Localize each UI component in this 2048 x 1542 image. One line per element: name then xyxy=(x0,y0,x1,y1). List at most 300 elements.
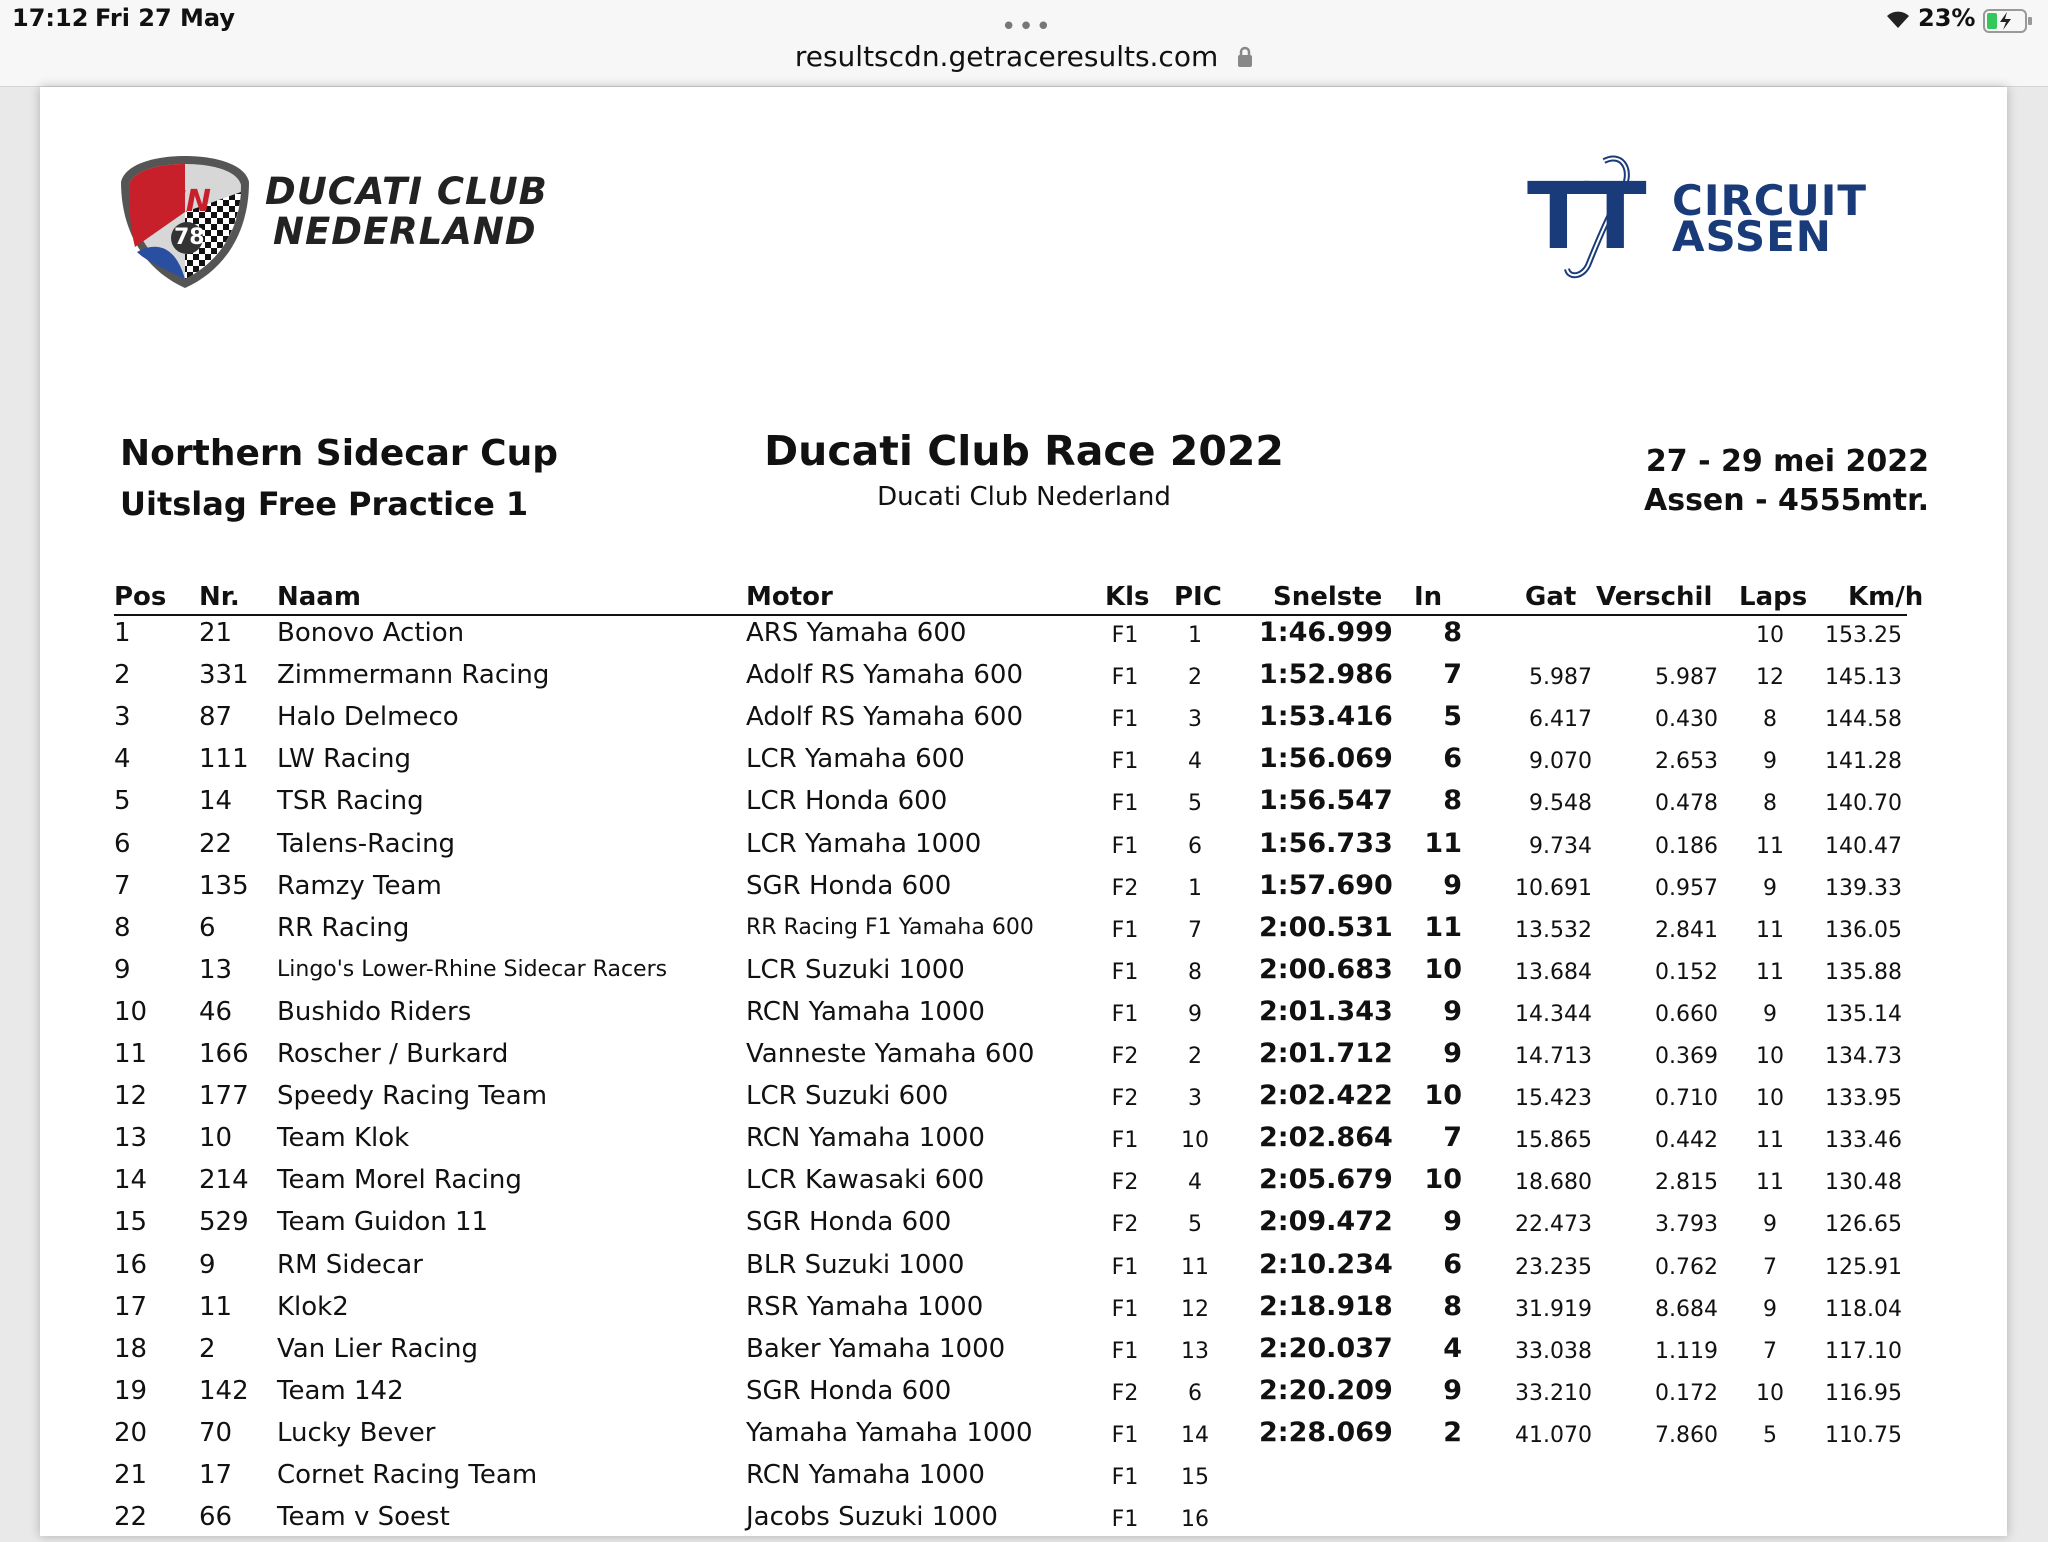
cell-diff: 7.860 xyxy=(1655,1422,1718,1448)
cell-nr: 166 xyxy=(199,1039,249,1069)
cell-best: 2:00.683 xyxy=(1259,953,1393,985)
cell-pos: 19 xyxy=(114,1375,148,1406)
cell-gap: 5.987 xyxy=(1529,665,1592,691)
cell-kmh: 118.04 xyxy=(1825,1296,1902,1322)
cell-in: 11 xyxy=(1424,827,1462,859)
cell-kmh: 130.48 xyxy=(1825,1170,1902,1196)
cell-laps: 8 xyxy=(1763,791,1777,817)
table-row xyxy=(40,1458,2007,1500)
cell-laps: 9 xyxy=(1763,1296,1777,1322)
cell-nr: 135 xyxy=(199,870,249,901)
header-kmh: Km/h xyxy=(1848,582,1924,612)
cell-diff: 0.710 xyxy=(1655,1086,1718,1112)
cell-pic: 15 xyxy=(1181,1465,1209,1490)
cell-pos: 17 xyxy=(114,1291,148,1322)
cell-name: RM Sidecar xyxy=(277,1249,423,1280)
cell-in: 7 xyxy=(1443,659,1462,691)
header-in: In xyxy=(1414,582,1443,612)
cell-name: Ramzy Team xyxy=(277,870,442,901)
cell-nr: 66 xyxy=(199,1502,233,1533)
header-nr: Nr. xyxy=(199,582,240,612)
cell-motor: RSR Yamaha 1000 xyxy=(746,1291,984,1322)
cell-kls: F2 xyxy=(1111,875,1139,901)
cell-pic: 3 xyxy=(1188,707,1202,733)
cell-diff: 0.186 xyxy=(1655,833,1718,859)
cell-pic: 7 xyxy=(1188,917,1202,943)
cell-in: 2 xyxy=(1443,1416,1462,1448)
table-row xyxy=(40,1205,2007,1247)
cell-motor: LCR Kawasaki 600 xyxy=(746,1165,985,1196)
cell-gap: 9.070 xyxy=(1529,749,1592,775)
cell-pos: 1 xyxy=(114,618,131,648)
cell-kls: F1 xyxy=(1111,1422,1139,1448)
tt-badge-text: TT xyxy=(1527,163,1639,270)
table-row xyxy=(40,1079,2007,1121)
cell-diff: 8.684 xyxy=(1655,1296,1718,1322)
cell-name: Team v Soest xyxy=(277,1502,450,1533)
header-diff: Verschil xyxy=(1596,582,1713,612)
cell-gap: 9.734 xyxy=(1529,833,1592,859)
cell-name: RR Racing xyxy=(277,912,410,943)
cell-kls: F1 xyxy=(1111,1254,1139,1280)
table-row xyxy=(40,1290,2007,1332)
cell-in: 6 xyxy=(1443,743,1462,775)
cell-kmh: 140.70 xyxy=(1825,791,1902,817)
cell-nr: 21 xyxy=(199,618,233,648)
cell-gap: 13.532 xyxy=(1515,917,1592,943)
cell-in: 9 xyxy=(1443,1374,1462,1406)
cell-diff: 0.369 xyxy=(1655,1044,1718,1069)
cell-motor: RCN Yamaha 1000 xyxy=(746,1460,985,1490)
cell-pic: 10 xyxy=(1181,1128,1209,1154)
cell-in: 8 xyxy=(1443,617,1462,648)
cell-kls: F2 xyxy=(1111,1044,1139,1069)
cell-nr: 22 xyxy=(199,828,233,859)
cell-pic: 12 xyxy=(1181,1296,1209,1322)
wifi-icon xyxy=(1884,8,1912,34)
cell-motor: Baker Yamaha 1000 xyxy=(746,1333,1006,1364)
cell-nr: 9 xyxy=(199,1249,216,1280)
cell-in: 9 xyxy=(1443,1038,1462,1069)
cell-nr: 14 xyxy=(199,786,233,817)
table-row xyxy=(40,742,2007,784)
cell-nr: 11 xyxy=(199,1291,233,1322)
cell-pos: 11 xyxy=(114,1039,148,1069)
cell-pos: 3 xyxy=(114,702,131,733)
cell-motor: RCN Yamaha 1000 xyxy=(746,1123,985,1154)
cell-name: Talens-Racing xyxy=(277,828,456,859)
cell-pos: 21 xyxy=(114,1460,148,1490)
cell-diff: 0.172 xyxy=(1655,1380,1718,1406)
cell-in: 11 xyxy=(1424,911,1462,943)
cell-laps: 9 xyxy=(1763,1001,1777,1027)
cell-best: 2:18.918 xyxy=(1259,1290,1393,1322)
cell-motor: SGR Honda 600 xyxy=(746,1207,952,1238)
cell-kls: F1 xyxy=(1111,749,1139,775)
cell-gap: 10.691 xyxy=(1515,875,1592,901)
cell-gap: 33.038 xyxy=(1515,1338,1592,1364)
class-name: Northern Sidecar Cup xyxy=(120,433,558,474)
cell-best: 2:28.069 xyxy=(1259,1416,1393,1448)
cell-motor: LCR Suzuki 1000 xyxy=(746,954,965,985)
cell-diff: 0.152 xyxy=(1655,959,1718,985)
cell-kmh: 144.58 xyxy=(1825,707,1902,733)
cell-kmh: 110.75 xyxy=(1825,1422,1902,1448)
cell-gap: 18.680 xyxy=(1515,1170,1592,1196)
cell-laps: 11 xyxy=(1756,833,1784,859)
cell-nr: 331 xyxy=(199,660,249,691)
cell-pos: 16 xyxy=(114,1249,148,1280)
cell-kls: F1 xyxy=(1111,1507,1139,1533)
header-pic: PIC xyxy=(1174,582,1222,612)
address-bar[interactable] xyxy=(0,40,2048,75)
cell-kls: F1 xyxy=(1111,791,1139,817)
cell-pic: 13 xyxy=(1181,1338,1209,1364)
status-bar xyxy=(0,0,2048,87)
ducati-club-wordmark xyxy=(265,172,548,252)
cell-pic: 16 xyxy=(1181,1507,1209,1533)
table-row xyxy=(40,1037,2007,1079)
cell-best: 2:01.712 xyxy=(1259,1038,1393,1069)
cell-kmh: 133.95 xyxy=(1825,1086,1902,1112)
dcn-badge-text: DCN xyxy=(139,184,212,219)
cell-name: Roscher / Burkard xyxy=(277,1039,509,1069)
cell-kmh: 139.33 xyxy=(1825,875,1902,901)
cell-in: 10 xyxy=(1424,1080,1462,1112)
cell-kmh: 145.13 xyxy=(1825,665,1902,691)
table-row xyxy=(40,869,2007,911)
cell-name: Bushido Riders xyxy=(277,996,472,1027)
cell-kmh: 141.28 xyxy=(1825,749,1902,775)
cell-diff: 2.653 xyxy=(1655,749,1718,775)
cell-best: 2:05.679 xyxy=(1259,1164,1393,1196)
lock-icon xyxy=(1237,42,1253,75)
cell-gap: 6.417 xyxy=(1529,707,1592,733)
cell-gap: 22.473 xyxy=(1515,1212,1592,1238)
cell-motor: Adolf RS Yamaha 600 xyxy=(746,702,1024,733)
cell-laps: 10 xyxy=(1756,1380,1784,1406)
cell-motor: BLR Suzuki 1000 xyxy=(746,1249,965,1280)
cell-laps: 8 xyxy=(1763,707,1777,733)
cell-gap: 13.684 xyxy=(1515,959,1592,985)
table-row xyxy=(40,784,2007,826)
cell-kmh: 153.25 xyxy=(1825,623,1902,648)
ducati-club-line1: DUCATI CLUB xyxy=(265,170,548,213)
cell-laps: 11 xyxy=(1756,917,1784,943)
cell-in: 8 xyxy=(1443,1290,1462,1322)
cell-motor: SGR Honda 600 xyxy=(746,870,952,901)
cell-name: Lingo's Lower-Rhine Sidecar Racers xyxy=(277,956,668,982)
table-row xyxy=(40,911,2007,953)
cell-laps: 10 xyxy=(1756,1086,1784,1112)
header-gap: Gat xyxy=(1525,582,1577,612)
more-dots-icon[interactable]: ••• xyxy=(1001,12,1054,42)
cell-best: 2:00.531 xyxy=(1259,911,1393,943)
cell-pos: 8 xyxy=(114,912,131,943)
cell-in: 10 xyxy=(1424,1164,1462,1196)
clock: 17:12 xyxy=(12,4,89,32)
cell-name: Team Klok xyxy=(277,1123,410,1154)
cell-name: Team Morel Racing xyxy=(277,1165,522,1196)
cell-diff: 2.815 xyxy=(1655,1170,1718,1196)
cell-in: 4 xyxy=(1443,1332,1462,1364)
cell-nr: 214 xyxy=(199,1165,249,1196)
cell-motor: RR Racing F1 Yamaha 600 xyxy=(746,914,1034,940)
cell-pic: 14 xyxy=(1181,1422,1209,1448)
cell-name: Cornet Racing Team xyxy=(277,1460,538,1490)
cell-motor: Yamaha Yamaha 1000 xyxy=(746,1417,1033,1448)
cell-laps: 9 xyxy=(1763,749,1777,775)
cell-kls: F1 xyxy=(1111,665,1139,691)
cell-in: 9 xyxy=(1443,869,1462,901)
cell-diff: 3.793 xyxy=(1655,1212,1718,1238)
header-name: Naam xyxy=(277,582,361,612)
session-title: Uitslag Free Practice 1 xyxy=(120,485,529,523)
cell-kmh: 117.10 xyxy=(1825,1338,1902,1364)
cell-kls: F1 xyxy=(1111,707,1139,733)
cell-pos: 2 xyxy=(114,660,131,691)
cell-best: 1:56.069 xyxy=(1259,743,1393,775)
url-text[interactable]: resultscdn.getraceresults.com xyxy=(794,40,1219,73)
cell-gap: 14.344 xyxy=(1515,1001,1592,1027)
cell-pic: 5 xyxy=(1188,791,1202,817)
cell-kmh: 116.95 xyxy=(1825,1380,1902,1406)
cell-pos: 5 xyxy=(114,786,131,817)
ducati-club-logo-icon xyxy=(115,152,255,296)
cell-pos: 6 xyxy=(114,828,131,859)
cell-in: 5 xyxy=(1443,701,1462,733)
cell-in: 8 xyxy=(1443,785,1462,817)
cell-nr: 2 xyxy=(199,1333,216,1364)
header-best: Snelste xyxy=(1273,582,1383,612)
table-row xyxy=(40,827,2007,869)
dcn-badge-number: 78 xyxy=(174,225,205,250)
cell-kmh: 133.46 xyxy=(1825,1128,1902,1154)
cell-kls: F1 xyxy=(1111,1001,1139,1027)
cell-best: 1:53.416 xyxy=(1259,701,1393,733)
cell-best: 2:01.343 xyxy=(1259,995,1393,1027)
cell-laps: 11 xyxy=(1756,1128,1784,1154)
cell-kmh: 126.65 xyxy=(1825,1212,1902,1238)
table-row xyxy=(40,1374,2007,1416)
cell-pic: 5 xyxy=(1188,1212,1202,1238)
cell-best: 1:56.733 xyxy=(1259,827,1393,859)
cell-best: 2:02.864 xyxy=(1259,1122,1393,1154)
cell-name: Klok2 xyxy=(277,1291,349,1322)
cell-laps: 11 xyxy=(1756,1170,1784,1196)
cell-nr: 46 xyxy=(199,996,233,1027)
cell-pic: 6 xyxy=(1188,1380,1202,1406)
cell-name: Halo Delmeco xyxy=(277,702,459,733)
cell-name: Team Guidon 11 xyxy=(277,1207,489,1238)
cell-pos: 15 xyxy=(114,1207,148,1238)
event-subtitle: Ducati Club Nederland xyxy=(877,482,1171,512)
cell-pos: 13 xyxy=(114,1123,148,1154)
battery-percent: 23% xyxy=(1918,4,1976,32)
cell-kls: F1 xyxy=(1111,623,1139,648)
cell-best: 1:57.690 xyxy=(1259,869,1393,901)
cell-diff: 2.841 xyxy=(1655,917,1718,943)
cell-name: Van Lier Racing xyxy=(277,1333,479,1364)
cell-gap: 33.210 xyxy=(1515,1380,1592,1406)
cell-kls: F1 xyxy=(1111,1296,1139,1322)
cell-pic: 1 xyxy=(1188,875,1202,901)
event-venue: Assen - 4555mtr. xyxy=(1644,483,1929,518)
circuit-assen-wordmark xyxy=(1672,176,1867,261)
cell-kls: F1 xyxy=(1111,1128,1139,1154)
table-row xyxy=(40,1121,2007,1163)
cell-kls: F2 xyxy=(1111,1086,1139,1112)
cell-pos: 14 xyxy=(114,1165,148,1196)
cell-in: 7 xyxy=(1443,1122,1462,1154)
table-row xyxy=(40,700,2007,742)
cell-gap: 23.235 xyxy=(1515,1254,1592,1280)
cell-kmh: 140.47 xyxy=(1825,833,1902,859)
cell-kls: F1 xyxy=(1111,1338,1139,1364)
event-title: Ducati Club Race 2022 xyxy=(764,427,1284,475)
cell-laps: 12 xyxy=(1756,665,1784,691)
cell-name: Speedy Racing Team xyxy=(277,1081,548,1112)
cell-kls: F2 xyxy=(1111,1170,1139,1196)
cell-pos: 10 xyxy=(114,996,148,1027)
ducati-club-line2: NEDERLAND xyxy=(273,210,537,253)
cell-diff: 0.660 xyxy=(1655,1001,1718,1027)
cell-laps: 9 xyxy=(1763,875,1777,901)
cell-gap: 9.548 xyxy=(1529,791,1592,817)
cell-laps: 10 xyxy=(1756,623,1784,648)
cell-motor: RCN Yamaha 1000 xyxy=(746,996,985,1027)
cell-kmh: 136.05 xyxy=(1825,917,1902,943)
cell-motor: LCR Honda 600 xyxy=(746,786,948,817)
cell-best: 1:56.547 xyxy=(1259,785,1393,817)
cell-gap: 41.070 xyxy=(1515,1422,1592,1448)
cell-kmh: 125.91 xyxy=(1825,1254,1902,1280)
cell-kmh: 135.88 xyxy=(1825,959,1902,985)
cell-pic: 2 xyxy=(1188,1044,1202,1069)
cell-nr: 529 xyxy=(199,1207,249,1238)
cell-laps: 10 xyxy=(1756,1044,1784,1069)
cell-kmh: 135.14 xyxy=(1825,1001,1902,1027)
table-row xyxy=(40,953,2007,995)
circuit-assen-line2: ASSEN xyxy=(1672,212,1832,261)
cell-in: 9 xyxy=(1443,995,1462,1027)
cell-kls: F2 xyxy=(1111,1380,1139,1406)
cell-pic: 3 xyxy=(1188,1086,1202,1112)
header-laps: Laps xyxy=(1739,582,1808,612)
table-row xyxy=(40,1163,2007,1205)
cell-motor: ARS Yamaha 600 xyxy=(746,618,967,648)
cell-pic: 4 xyxy=(1188,1170,1202,1196)
cell-kls: F2 xyxy=(1111,1212,1139,1238)
header-kls: Kls xyxy=(1105,582,1150,612)
table-row xyxy=(40,1248,2007,1290)
cell-pos: 4 xyxy=(114,744,131,775)
header-pos: Pos xyxy=(114,582,167,612)
cell-pic: 2 xyxy=(1188,665,1202,691)
cell-pos: 7 xyxy=(114,870,131,901)
cell-best: 2:02.422 xyxy=(1259,1080,1393,1112)
circuit-assen-line1: CIRCUIT xyxy=(1672,176,1867,225)
table-row xyxy=(40,658,2007,700)
cell-diff: 5.987 xyxy=(1655,665,1718,691)
cell-laps: 5 xyxy=(1763,1422,1777,1448)
cell-name: LW Racing xyxy=(277,744,411,775)
cell-best: 2:10.234 xyxy=(1259,1248,1393,1280)
cell-nr: 10 xyxy=(199,1123,233,1154)
battery-charging-icon xyxy=(1983,8,2033,38)
table-row xyxy=(40,995,2007,1037)
cell-laps: 11 xyxy=(1756,959,1784,985)
cell-diff: 0.762 xyxy=(1655,1254,1718,1280)
cell-laps: 7 xyxy=(1763,1254,1777,1280)
cell-diff: 0.430 xyxy=(1655,707,1718,733)
cell-nr: 13 xyxy=(199,954,233,985)
results-page xyxy=(40,87,2007,1536)
cell-laps: 7 xyxy=(1763,1338,1777,1364)
cell-best: 2:09.472 xyxy=(1259,1206,1393,1238)
cell-pos: 22 xyxy=(114,1502,148,1533)
cell-motor: Jacobs Suzuki 1000 xyxy=(746,1502,998,1533)
cell-pos: 18 xyxy=(114,1333,148,1364)
cell-motor: Vanneste Yamaha 600 xyxy=(746,1039,1035,1069)
date: Fri 27 May xyxy=(95,4,236,32)
cell-nr: 70 xyxy=(199,1417,233,1448)
cell-pic: 11 xyxy=(1181,1254,1209,1280)
cell-pos: 12 xyxy=(114,1081,148,1112)
cell-best: 2:20.037 xyxy=(1259,1332,1393,1364)
cell-motor: LCR Yamaha 1000 xyxy=(746,828,982,859)
cell-name: TSR Racing xyxy=(277,786,424,817)
table-row xyxy=(40,1332,2007,1374)
cell-kls: F1 xyxy=(1111,833,1139,859)
cell-nr: 6 xyxy=(199,912,216,943)
cell-gap: 31.919 xyxy=(1515,1296,1592,1322)
cell-pic: 8 xyxy=(1188,959,1202,985)
cell-nr: 17 xyxy=(199,1460,233,1490)
cell-name: Zimmermann Racing xyxy=(277,660,550,691)
cell-best: 1:46.999 xyxy=(1259,617,1393,648)
cell-diff: 0.478 xyxy=(1655,791,1718,817)
cell-best: 2:20.209 xyxy=(1259,1374,1393,1406)
tt-assen-logo-icon xyxy=(1529,153,1669,287)
cell-diff: 0.957 xyxy=(1655,875,1718,901)
cell-kls: F1 xyxy=(1111,1465,1139,1490)
table-row xyxy=(40,616,2007,658)
cell-name: Bonovo Action xyxy=(277,618,465,648)
cell-gap: 15.423 xyxy=(1515,1086,1592,1112)
cell-kmh: 134.73 xyxy=(1825,1044,1902,1069)
cell-motor: LCR Suzuki 600 xyxy=(746,1081,949,1112)
table-row xyxy=(40,1416,2007,1458)
cell-pic: 6 xyxy=(1188,833,1202,859)
cell-gap: 15.865 xyxy=(1515,1128,1592,1154)
cell-pos: 9 xyxy=(114,954,131,985)
header-motor: Motor xyxy=(746,582,833,612)
cell-kls: F1 xyxy=(1111,959,1139,985)
cell-nr: 142 xyxy=(199,1375,249,1406)
cell-best: 1:52.986 xyxy=(1259,659,1393,691)
cell-nr: 111 xyxy=(199,744,249,775)
cell-pos: 20 xyxy=(114,1417,148,1448)
cell-name: Team 142 xyxy=(277,1375,404,1406)
event-dates: 27 - 29 mei 2022 xyxy=(1645,444,1929,479)
cell-in: 9 xyxy=(1443,1206,1462,1238)
cell-in: 6 xyxy=(1443,1248,1462,1280)
cell-name: Lucky Bever xyxy=(277,1417,436,1448)
cell-nr: 87 xyxy=(199,702,233,733)
cell-pic: 9 xyxy=(1188,1001,1202,1027)
cell-diff: 0.442 xyxy=(1655,1128,1718,1154)
